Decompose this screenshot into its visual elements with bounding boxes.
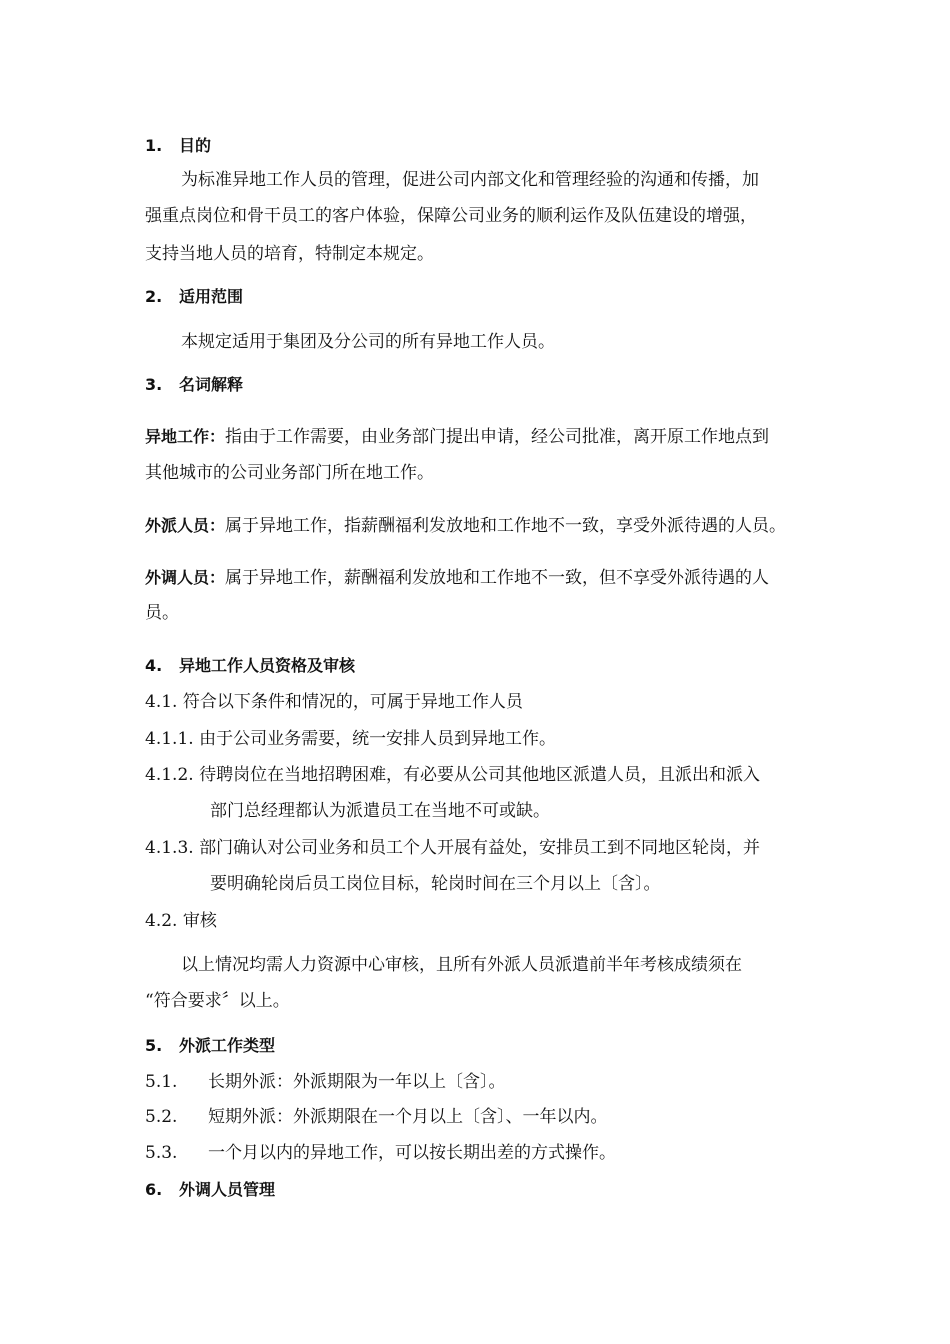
section-number: 3.	[145, 375, 163, 394]
paragraph-line: 以上情况均需人力资源中心审核，且所有外派人员派遣前半年考核成绩须在	[181, 955, 742, 975]
section-title: 异地工作人员资格及审核	[179, 656, 356, 675]
section-3-heading	[145, 373, 243, 397]
section-5-heading	[145, 1034, 275, 1058]
list-item-continuation: 部门总经理都认为派遣员工在当地不可或缺。	[210, 801, 550, 821]
list-item	[145, 1141, 616, 1165]
list-item	[145, 1070, 506, 1094]
list-item-number: 5.1.	[145, 1072, 178, 1092]
definition-line	[145, 425, 769, 449]
definition-text: 属于异地工作，薪酬福利发放地和工作地不一致，但不享受外派待遇的人	[225, 568, 770, 588]
section-number: 5.	[145, 1036, 163, 1055]
definition-line	[145, 514, 786, 538]
list-item-text: 短期外派：外派期限在一个月以上〔含〕、一年以内。	[208, 1107, 608, 1127]
list-item	[145, 1105, 608, 1129]
paragraph-line: 强重点岗位和骨干员工的客户体验，保障公司业务的顺利运作及队伍建设的增强，	[145, 206, 757, 226]
definition-term: 外派人员：	[145, 516, 226, 535]
definition-line: 员。	[145, 603, 179, 623]
section-number: 1.	[145, 136, 163, 155]
definition-line: 其他城市的公司业务部门所在地工作。	[145, 463, 434, 483]
list-item: 4.1. 符合以下条件和情况的，可属于异地工作人员	[145, 692, 523, 712]
list-item-number: 5.2.	[145, 1107, 178, 1127]
section-title: 外派工作类型	[179, 1036, 276, 1055]
section-number: 4.	[145, 656, 163, 675]
section-6-heading	[145, 1178, 275, 1202]
list-item: 4.1.3. 部门确认对公司业务和员工个人开展有益处，安排员工到不同地区轮岗，并	[145, 838, 761, 858]
list-item: 4.1.2. 待聘岗位在当地招聘困难，有必要从公司其他地区派遣人员，且派出和派入	[145, 765, 761, 785]
list-item-text: 长期外派：外派期限为一年以上〔含〕。	[208, 1072, 506, 1092]
list-item-text: 一个月以内的异地工作，可以按长期出差的方式操作。	[208, 1143, 616, 1163]
paragraph-line: “符合要求〞以上。	[145, 991, 290, 1011]
section-2-heading	[145, 285, 243, 309]
definition-text: 属于异地工作，指薪酬福利发放地和工作地不一致，享受外派待遇的人员。	[225, 516, 787, 536]
list-item-number: 5.3.	[145, 1143, 178, 1163]
paragraph-line: 支持当地人员的培育，特制定本规定。	[145, 244, 434, 264]
list-item-continuation: 要明确轮岗后员工岗位目标，轮岗时间在三个月以上〔含〕。	[210, 874, 661, 894]
list-item: 4.2. 审核	[145, 911, 217, 931]
section-title: 目的	[179, 136, 212, 155]
section-number: 6.	[145, 1180, 163, 1199]
paragraph-line: 本规定适用于集团及分公司的所有异地工作人员。	[181, 332, 555, 352]
section-4-heading	[145, 654, 355, 678]
section-1-heading	[145, 134, 211, 158]
definition-term: 外调人员：	[145, 568, 226, 587]
list-item: 4.1.1. 由于公司业务需要，统一安排人员到异地工作。	[145, 729, 557, 749]
section-title: 外调人员管理	[179, 1180, 276, 1199]
definition-term: 异地工作：	[145, 427, 226, 446]
section-title: 适用范围	[179, 287, 244, 306]
paragraph-line: 为标准异地工作人员的管理，促进公司内部文化和管理经验的沟通和传播，加	[181, 170, 759, 190]
definition-line	[145, 566, 769, 590]
section-title: 名词解释	[179, 375, 244, 394]
definition-text: 指由于工作需要，由业务部门提出申请，经公司批准，离开原工作地点到	[225, 427, 770, 447]
section-number: 2.	[145, 287, 163, 306]
